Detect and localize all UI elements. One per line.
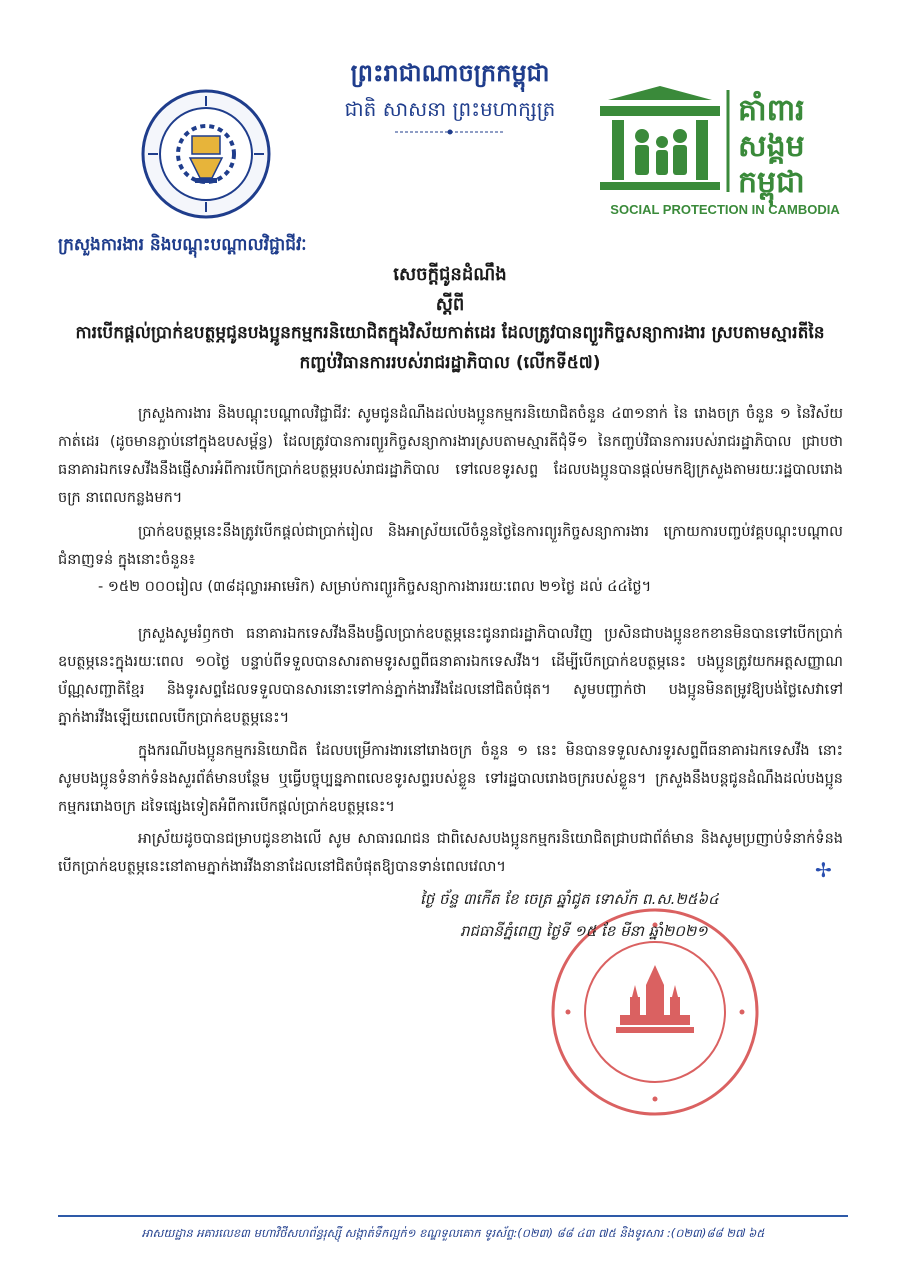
ornament-divider (395, 128, 505, 136)
paragraph-1: ក្រសួងការងារ និងបណ្តុះបណ្តាលវិជ្ជាជីវៈ សូមជូនដំណឹងដល់បងប្អូនកម្មករនិយោជិតចំនួន ៤៣១នាក់ នៃ រោងចក្រ ចំនួន ១ នៃវិស័យកាត់ដេរ (ដូចមានភ្ជាប់នៅក្នុងឧបសម្ព័ន្ធ) ដែលត្រូវបានការព្យួរកិច្ចសន្យាការងារស្របតាមស្មារតីជុំទី១ នៃកញ្ចប់វិធានការរបស់រាជរដ្ឋាភិបាល ជ្រាបថា ធនាគារឯកទេសវីងនឹងផ្ញើសារអំពីការបើកប្រាក់ឧបត្ថម្ភរបស់រាជរដ្ឋាភិបាល ទៅលេខទូរសព្ទ ដែលបងប្អូនបានផ្តល់មកឱ្យក្រសួងតាមរយៈរដ្ឋបាលរោងចក្រ នាពេលកន្លងមក។ (58, 406, 843, 506)
paragraph-4: ក្នុងករណីបងប្អូនកម្មករនិយោជិត ដែលបម្រើការងារនៅរោងចក្រ ចំនួន ១ នេះ មិនបានទទួលសារទូរសព្ទពីធនាគារឯកទេសវីង នោះសូមបងប្អូនទំនាក់ទំនងសួរព័ត៌មានបន្ថែម ឬធ្វើបច្ចុប្បន្នភាពលេខទូរសព្ទរបស់ខ្លួន ទៅរដ្ឋបាលរោងចក្ររបស់ខ្លួន។ ក្រសួងនឹងបន្តជូនដំណឹងដល់បងប្អូនកម្មកររោងចក្រ ដទៃផ្សេងទៀតអំពីការបើកផ្តល់ប្រាក់ឧបត្ថម្ភនេះ។ (58, 743, 843, 815)
svg-text:កម្ពុជា: កម្ពុជា (738, 165, 805, 200)
ministry-seal-logo (140, 88, 272, 220)
ministry-name: ក្រសួងការងារ និងបណ្តុះបណ្តាលវិជ្ជាជីវៈ (58, 235, 307, 255)
svg-text:គាំពារ: គាំពារ (738, 93, 805, 128)
footer-divider (58, 1215, 848, 1217)
pen-mark-icon: ✢ (815, 858, 832, 882)
solar-date-line: រាជធានីភ្នំពេញ ថ្ងៃទី ១៥ ខែ មីនា ឆ្នាំ២០២១ (460, 922, 708, 940)
national-motto: ជាតិ សាសនា ព្រះមហាក្សត្រ (344, 97, 556, 121)
paragraph-3: ក្រសួងសូមរំឭកថា ធនាគារឯកទេសវីងនឹងបង្វិលប្រាក់ឧបត្ថម្ភនេះជូនរាជរដ្ឋាភិបាលវិញ ប្រសិនជាបងប្អូនខកខានមិនបានទៅបើកប្រាក់ឧបត្ថម្ភនេះក្នុងរយៈពេល ១០ថ្ងៃ បន្ទាប់ពីទទួលបានសារតាមទូរសព្ទពីធនាគារឯកទេសវីង។ ដើម្បីបើកប្រាក់ឧបត្ថម្ភនេះ បងប្អូនត្រូវយកអត្តសញ្ញាណប័ណ្ណសញ្ជាតិខ្មែរ និងទូរសព្ទដែលទទួលបានសារនោះទៅកាន់ភ្នាក់ងារវីងដែលនៅជិតបំផុត។ សូមបញ្ជាក់ថា បងប្អូនមិនតម្រូវឱ្យបង់ថ្លៃសេវាទៅភ្នាក់ងារវីងឡើយពេលបើកប្រាក់ឧបត្ថម្ភនេះ។ (58, 626, 843, 726)
allowance-bullet: - ១៥២ ០០០រៀល (៣៨ដុល្លារអាមេរិក) សម្រាប់ការព្យួរកិច្ចសន្យាការងាររយៈពេល ២១ថ្ងៃ ដល់ ៤៤ថ្ងៃ។ (98, 579, 652, 595)
paragraph-5: អាស្រ័យដូចបានជម្រាបជូនខាងលើ សូម សាធារណជន ជាពិសេសបងប្អូនកម្មករនិយោជិតជ្រាបជាព័ត៌មាន និងសូមប្រញាប់ទំនាក់ទំនងបើកប្រាក់ឧបត្ថម្ភនេះនៅតាមភ្នាក់ងារវីងនានាដែលនៅជិតបំផុតឱ្យបានទាន់ពេលវេលា។ (58, 831, 843, 875)
social-protection-caption: SOCIAL PROTECTION IN CAMBODIA (610, 202, 840, 217)
social-protection-logo (598, 86, 848, 221)
kingdom-heading: ព្រះរាជាណាចក្រកម្ពុជា (350, 59, 550, 87)
svg-text:សង្គម: សង្គម (738, 129, 805, 164)
footer-address: អាសយដ្ឋាន អគារលេខ៣ មហាវិថីសហព័ន្ធរុស្ស៊ី សង្កាត់ទឹកល្អក់១ ខណ្ឌទួលគោក ទូរស័ព្ទ:(០២៣) ៨៨ ៤៣ ៧៥ និងទូរសារ :(០២៣)៨៨ ២៧ ៦៥ (141, 1226, 765, 1240)
notice-subject: ការបើកផ្តល់ប្រាក់ឧបត្ថម្ភជូនបងប្អូនកម្មករនិយោជិតក្នុងវិស័យកាត់ដេរ ដែលត្រូវបានព្យួរកិច្ចសន្យាការងារ ស្របតាមស្មារតីនៃកញ្ចប់វិធានការរបស់រាជរដ្ឋាភិបាល (លើកទី៥៧) (75, 323, 825, 373)
paragraph-2: ប្រាក់ឧបត្ថម្ភនេះនឹងត្រូវបើកផ្តល់ជាប្រាក់រៀល និងអាស្រ័យលើចំនួនថ្ងៃនៃការព្យួរកិច្ចសន្យាការងារ ក្រោយការបញ្ចប់វគ្គបណ្តុះបណ្តាលជំនាញទន់ ក្នុងនោះចំនួន៖ (58, 524, 843, 568)
notice-title: សេចក្តីជូនដំណឹង (393, 264, 507, 285)
notice-about: ស្តីពី (435, 294, 465, 315)
lunar-date-line: ថ្ងៃ ច័ន្ទ ៣កើត ខែ ចេត្រ ឆ្នាំជូត ទោស័ក ព.ស.២៥៦៤ (420, 890, 719, 908)
